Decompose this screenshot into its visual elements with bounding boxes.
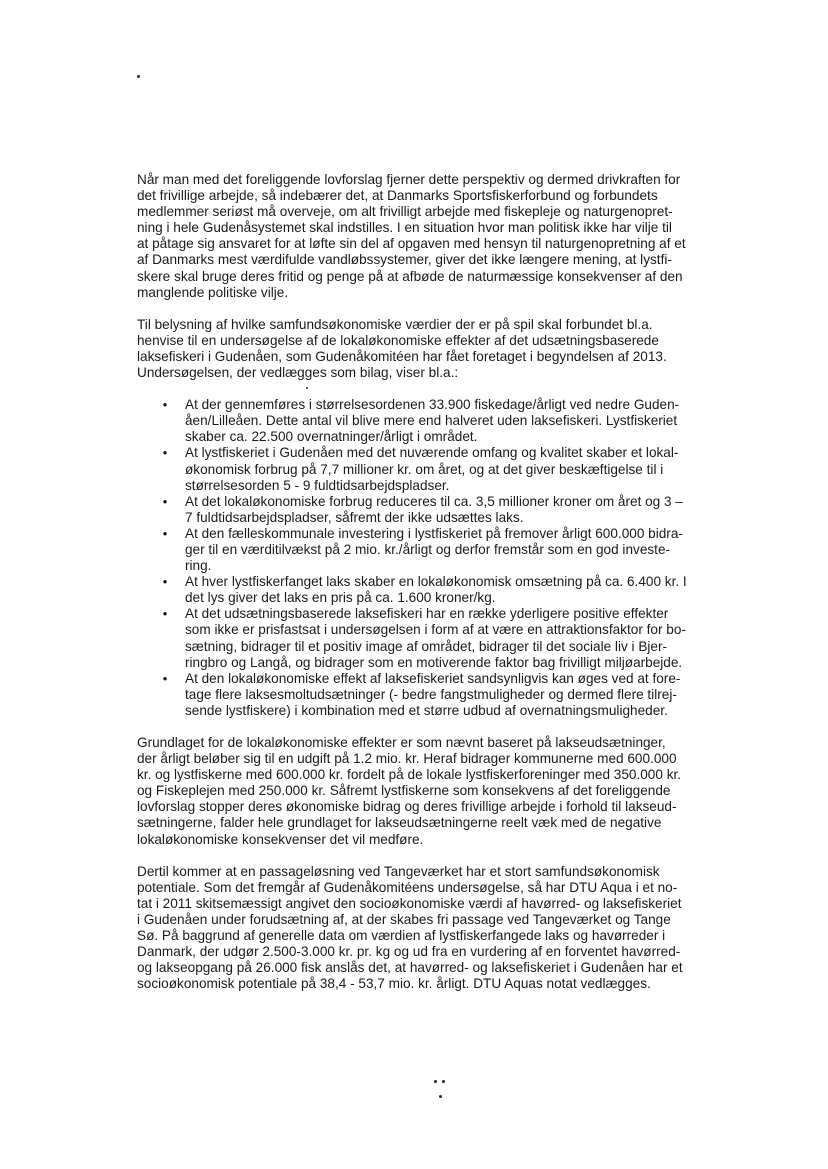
findings-bullet-list: [137, 397, 741, 719]
list-item: • At den lokaløkonomiske effekt af laksefiskeriet sandsynligvis kan øges ved at fore- tage flere laksesmoltudsætninger (- bedre fangstmuligheder og dermed flere tilrej- sende lystfiskere) i kombination med et større udbud af overnatningsmuligheder.: [137, 671, 741, 719]
paragraph-funding-basis: Grundlaget for de lokaløkonomiske effekter er som nævnt baseret på lakseudsætninger, der årligt beløber sig til en udgift på 1.2 mio. kr. Heraf bidrager kommunerne med 600.000 kr. og lystfiskerne med 600.000 kr. fordelt på de lokale lystfiskerforeninger med 350.000 kr. og Fiskeplejen med 250.000 kr. Såfremt lystfiskerne som konsekvens af det foreliggende lovforslag stopper deres økonomiske bidrag og deres frivillige arbejde i forhold til lakseud- sætningerne, falder hele grundlaget for lakseudsætningerne reelt væk med de negative lokaløkonomiske konsekvenser det vil medføre.: [137, 735, 682, 847]
paragraph-passage-potential: Dertil kommer at en passageløsning ved Tangeværket har et stort samfundsøkonomisk potentiale. Som det fremgår af Gudenåkomitéens undersøgelse, så har DTU Aqua i et no- tat i 2011 skitsemæssigt angivet den socioøkonomiske værdi af havørred- og laksefiskeriet i Gudenåen under forudsætning af, at der skabes fri passage ved Tangeværket og Tange Sø. På baggrund af generelle data om værdien af lystfiskerfangede laks og havørreder i Danmark, der udgør 2.500-3.000 kr. pr. kg og ud fra en vurdering af en forventet havørred- og lakseopgang på 26.000 fisk anslås det, at havørred- og laksefiskeriet i Gudenåen har et socioøkonomisk potentiale på 38,4 - 53,7 mio. kr. årligt. DTU Aquas notat vedlægges.: [137, 863, 683, 992]
list-item: • At det udsætningsbaserede laksefiskeri har en række yderligere positive effekter som ikke er prisfastsat i undersøgelsen i form af at være en attraktionsfaktor for bo- sætning, bidrager til et positiv image af området, bidrager til det sociale liv i Bjer- ringbro og Langå, og bidrager som en motiverende faktor bag frivilligt miljøarbejde.: [137, 606, 741, 670]
scan-speck: [137, 75, 140, 78]
bullet-icon: •: [162, 493, 168, 509]
bullet-icon: •: [162, 574, 168, 590]
scan-speck: [442, 1080, 445, 1083]
bullet-icon: •: [162, 397, 168, 413]
bullet-icon: •: [162, 606, 168, 622]
bullet-icon: •: [162, 670, 168, 686]
scan-speck: [434, 1080, 437, 1083]
list-item: • At den fælleskommunale investering i lystfiskeriet på fremover årligt 600.000 bidra- ger til en værditilvækst på 2 mio. kr./årligt og derfor fremstår som en god investe- ring.: [137, 526, 741, 574]
list-item: • At hver lystfiskerfanget laks skaber en lokaløkonomisk omsætning på ca. 6.400 kr. I det lys giver det laks en pris på ca. 1.600 kroner/kg.: [137, 574, 741, 606]
list-item: • At det lokaløkonomiske forbrug reduceres til ca. 3,5 millioner kroner om året og 3 – 7 fuldtidsarbejdspladser, såfremt der ikke udsættes laks.: [137, 494, 741, 526]
bullet-icon: •: [162, 445, 168, 461]
bullet-icon: •: [162, 525, 168, 541]
list-item: • At der gennemføres i størrelsesordenen 33.900 fiskedage/årligt ved nedre Guden- åen/Lilleåen. Dette antal vil blive mere end halveret uden laksefiskeri. Lystfiskeriet skaber ca. 22.500 overnatninger/årligt i området.: [137, 397, 741, 445]
document-body: [137, 172, 741, 992]
paragraph-study-intro: Til belysning af hvilke samfundsøkonomiske værdier der er på spil skal forbundet bl.a. henvise til en undersøgelse af de lokaløkonomiske effekter af det udsætningsbaserede laksefiskeri i Gudenåen, som Gudenåkomitéen har fået foretaget i begyndelsen af 2013. Undersøgelsen, der vedlægges som bilag, viser bl.a.:: [137, 316, 667, 381]
list-item: • At lystfiskeriet i Gudenåen med det nuværende omfang og kvalitet skaber et lokal- økonomisk forbrug på 7,7 millioner kr. om året, og at det giver beskæftigelse til i størrelsesorden 5 - 9 fuldtidsarbejdspladser.: [137, 445, 741, 493]
paragraph-volunteer-work: Når man med det foreliggende lovforslag fjerner dette perspektiv og dermed drivkraften for det frivillige arbejde, så indebærer det, at Danmarks Sportsfiskerforbund og forbundets medlemmer seriøst må overveje, om alt frivilligt arbejde med fiskepleje og naturgenopret- ning i hele Gudenåsystemet skal indstilles. I en situation hvor man politisk ikke har vilje til at påtage sig ansvaret for at løfte sin del af opgaven med hensyn til naturgenopretning af et af Danmarks mest værdifulde vandløbssystemer, giver det ikke længere mening, at lystfi- skere skal bruge deres fritid og penge på at afbøde de naturmæssige konsekvenser af den manglende politiske vilje.: [137, 172, 686, 300]
scan-speck: [439, 1095, 442, 1098]
